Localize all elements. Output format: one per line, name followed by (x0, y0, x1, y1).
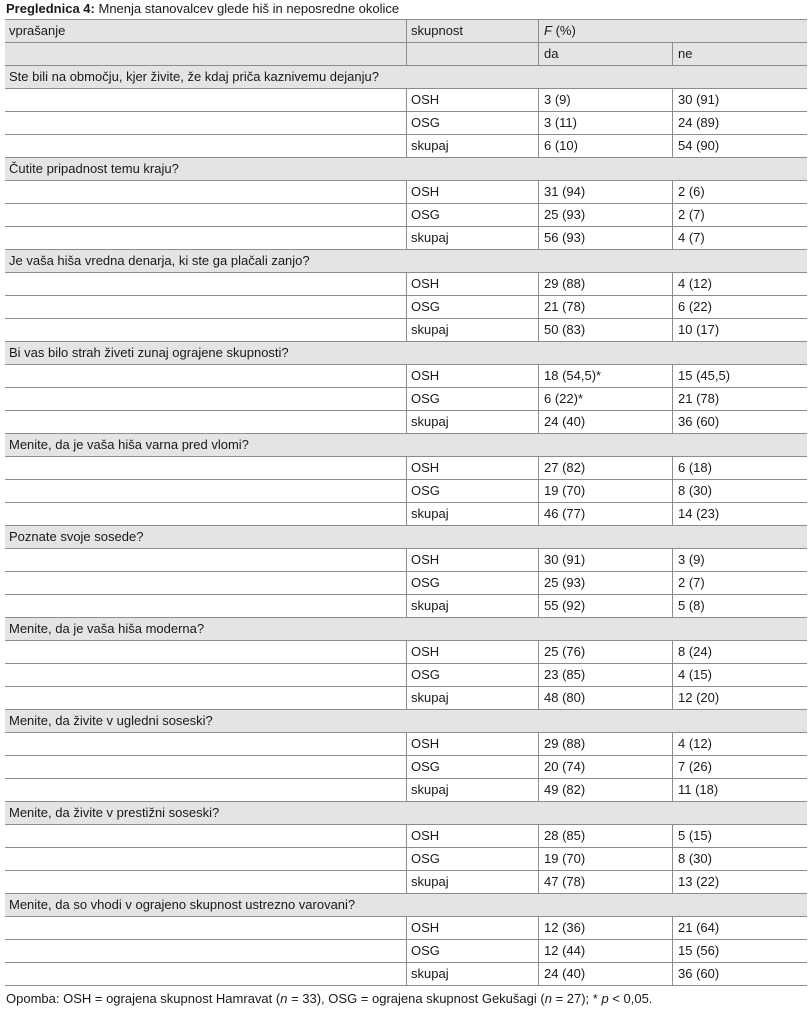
group-cell: OSG (411, 759, 440, 774)
yes-cell: 6 (22)* (544, 391, 584, 406)
group-cell: OSG (411, 943, 440, 958)
no-cell: 6 (18) (678, 460, 712, 475)
group-cell: skupaj (411, 598, 449, 613)
yes-cell: 30 (91) (544, 552, 586, 567)
table-row (5, 88, 807, 111)
yes-cell: 56 (93) (544, 230, 586, 245)
group-cell: OSG (411, 391, 440, 406)
question-row (5, 65, 807, 88)
no-cell: 12 (20) (678, 690, 720, 705)
yes-cell: 47 (78) (544, 874, 586, 889)
question-row (5, 157, 807, 180)
no-cell: 8 (24) (678, 644, 712, 659)
table-row (5, 272, 807, 295)
table-row (5, 962, 807, 985)
header-yes: da (544, 46, 559, 61)
yes-cell: 25 (93) (544, 575, 586, 590)
table-row (5, 111, 807, 134)
no-cell: 5 (15) (678, 828, 712, 843)
no-cell: 36 (60) (678, 966, 720, 981)
table-row (5, 410, 807, 433)
header-question: vprašanje (9, 23, 66, 38)
caption-text: Mnenja stanovalcev glede hiš in neposredne okolice (94, 1, 400, 16)
yes-cell: 3 (11) (544, 115, 577, 130)
no-cell: 8 (30) (678, 851, 712, 866)
table-row (5, 939, 807, 962)
no-cell: 13 (22) (678, 874, 720, 889)
no-cell: 11 (18) (678, 782, 719, 797)
table-caption (6, 0, 399, 18)
yes-cell: 23 (85) (544, 667, 586, 682)
no-cell: 36 (60) (678, 414, 720, 429)
table-row (5, 295, 807, 318)
yes-cell: 50 (83) (544, 322, 586, 337)
table-row (5, 548, 807, 571)
yes-cell: 55 (92) (544, 598, 586, 613)
group-cell: skupaj (411, 782, 449, 797)
yes-cell: 48 (80) (544, 690, 586, 705)
no-cell: 4 (12) (678, 736, 712, 751)
no-cell: 21 (64) (678, 920, 720, 935)
question-text: Menite, da je vaša hiša varna pred vlomi? (9, 437, 249, 452)
group-cell: skupaj (411, 414, 449, 429)
header-row-2 (5, 42, 807, 65)
table-row (5, 870, 807, 893)
question-row (5, 525, 807, 548)
group-cell: OSH (411, 828, 440, 843)
question-text: Menite, da je vaša hiša moderna? (9, 621, 205, 636)
yes-cell: 19 (70) (544, 851, 586, 866)
group-cell: OSH (411, 736, 440, 751)
yes-cell: 25 (93) (544, 207, 586, 222)
group-cell: OSG (411, 667, 440, 682)
question-text: Poznate svoje sosede? (9, 529, 144, 544)
question-row (5, 801, 807, 824)
table-row (5, 456, 807, 479)
table-row (5, 732, 807, 755)
question-row (5, 433, 807, 456)
question-text: Menite, da so vhodi v ograjeno skupnost ustrezno varovani? (9, 897, 356, 912)
table-row (5, 180, 807, 203)
table-row (5, 134, 807, 157)
question-text: Bi vas bilo strah živeti zunaj ograjene skupnosti? (9, 345, 289, 360)
table-row (5, 387, 807, 410)
table-row (5, 594, 807, 617)
no-cell: 6 (22) (678, 299, 712, 314)
group-cell: OSG (411, 575, 440, 590)
yes-cell: 18 (54,5)* (544, 368, 602, 383)
no-cell: 10 (17) (678, 322, 720, 337)
group-cell: skupaj (411, 506, 449, 521)
group-cell: skupaj (411, 322, 449, 337)
no-cell: 2 (6) (678, 184, 705, 199)
no-cell: 7 (26) (678, 759, 712, 774)
group-cell: OSG (411, 851, 440, 866)
yes-cell: 3 (9) (544, 92, 571, 107)
yes-cell: 19 (70) (544, 483, 586, 498)
header-no: ne (678, 46, 693, 61)
group-cell: skupaj (411, 690, 449, 705)
question-text: Menite, da živite v prestižni soseski? (9, 805, 220, 820)
yes-cell: 20 (74) (544, 759, 586, 774)
no-cell: 15 (56) (678, 943, 720, 958)
caption-label: Preglednica 4: (6, 1, 95, 16)
group-cell: skupaj (411, 230, 449, 245)
table-row (5, 663, 807, 686)
group-cell: skupaj (411, 138, 449, 153)
table-row (5, 203, 807, 226)
table-row (5, 686, 807, 709)
no-cell: 5 (8) (678, 598, 705, 613)
no-cell: 4 (12) (678, 276, 712, 291)
question-text: Ste bili na območju, kjer živite, že kdaj priča kaznivemu dejanju? (9, 69, 379, 84)
table-row (5, 847, 807, 870)
no-cell: 54 (90) (678, 138, 720, 153)
no-cell: 21 (78) (678, 391, 720, 406)
table-row (5, 364, 807, 387)
table-row (5, 755, 807, 778)
table-row (5, 226, 807, 249)
group-cell: OSH (411, 92, 440, 107)
table-row (5, 318, 807, 341)
no-cell: 14 (23) (678, 506, 720, 521)
yes-cell: 27 (82) (544, 460, 586, 475)
yes-cell: 6 (10) (544, 138, 578, 153)
question-text: Menite, da živite v ugledni soseski? (9, 713, 213, 728)
table-row (5, 824, 807, 847)
group-cell: skupaj (411, 874, 449, 889)
table-row (5, 778, 807, 801)
yes-cell: 21 (78) (544, 299, 586, 314)
group-cell: OSH (411, 552, 440, 567)
group-cell: OSH (411, 644, 440, 659)
yes-cell: 29 (88) (544, 736, 586, 751)
no-cell: 4 (7) (678, 230, 705, 245)
yes-cell: 24 (40) (544, 414, 586, 429)
question-row (5, 341, 807, 364)
yes-cell: 49 (82) (544, 782, 586, 797)
question-text: Je vaša hiša vredna denarja, ki ste ga plačali zanjo? (9, 253, 310, 268)
group-cell: OSH (411, 368, 440, 383)
yes-cell: 31 (94) (544, 184, 586, 199)
group-cell: OSG (411, 207, 440, 222)
question-row (5, 893, 807, 916)
no-cell: 24 (89) (678, 115, 720, 130)
yes-cell: 24 (40) (544, 966, 586, 981)
header-row-1 (5, 19, 807, 42)
yes-cell: 12 (44) (544, 943, 586, 958)
table-row (5, 502, 807, 525)
group-cell: OSG (411, 299, 440, 314)
group-cell: OSG (411, 115, 440, 130)
yes-cell: 12 (36) (544, 920, 586, 935)
question-text: Čutite pripadnost temu kraju? (9, 161, 179, 176)
group-cell: OSH (411, 276, 440, 291)
table-row (5, 479, 807, 502)
group-cell: OSH (411, 184, 440, 199)
no-cell: 2 (7) (678, 575, 705, 590)
header-frequency: F (%) (544, 23, 576, 38)
table-row (5, 640, 807, 663)
no-cell: 30 (91) (678, 92, 720, 107)
no-cell: 4 (15) (678, 667, 712, 682)
yes-cell: 29 (88) (544, 276, 586, 291)
question-row (5, 617, 807, 640)
group-cell: skupaj (411, 966, 449, 981)
table-row (5, 916, 807, 939)
opinions-table (5, 19, 807, 986)
table-footnote: Opomba: OSH = ograjena skupnost Hamravat (n = 33), OSG = ograjena skupnost Gekušagi (n = 27); * p < 0,05. (6, 991, 653, 1006)
table-row (5, 571, 807, 594)
no-cell: 15 (45,5) (678, 368, 731, 383)
yes-cell: 28 (85) (544, 828, 586, 843)
no-cell: 8 (30) (678, 483, 712, 498)
question-row (5, 709, 807, 732)
yes-cell: 46 (77) (544, 506, 586, 521)
group-cell: OSH (411, 920, 440, 935)
no-cell: 3 (9) (678, 552, 705, 567)
no-cell: 2 (7) (678, 207, 705, 222)
group-cell: OSG (411, 483, 440, 498)
question-row (5, 249, 807, 272)
group-cell: OSH (411, 460, 440, 475)
header-group: skupnost (411, 23, 464, 38)
yes-cell: 25 (76) (544, 644, 586, 659)
